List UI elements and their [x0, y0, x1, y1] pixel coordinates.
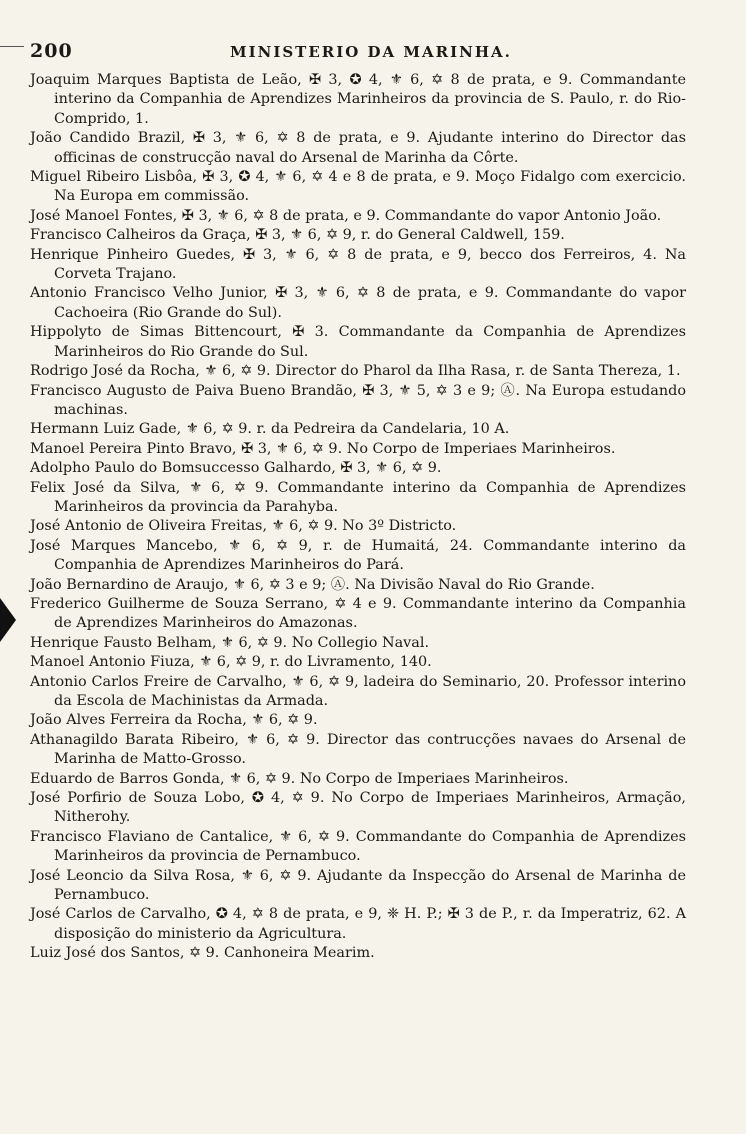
list-item: João Bernardino de Araujo, ⚜ 6, ✡ 3 e 9; Ⓐ. Na Divisão Naval do Rio Grande. [30, 576, 595, 593]
margin-mark [0, 46, 24, 47]
list-item: Francisco Calheiros da Graça, ✠ 3, ⚜ 6, ✡ 9, r. do General Caldwell, 159. [30, 227, 565, 244]
list-item: Manoel Antonio Fiuza, ⚜ 6, ✡ 9, r. do Livramento, 140. [30, 654, 432, 671]
page-header [30, 40, 690, 66]
page-number: 200 [30, 40, 73, 62]
list-item: Francisco Augusto de Paiva Bueno Brandão, ✠ 3, ⚜ 5, ✡ 3 e 9; Ⓐ. Na Europa estudando machinas. [30, 382, 686, 418]
list-item: Antonio Carlos Freire de Carvalho, ⚜ 6, ✡ 9, ladeira do Seminario, 20. Professor interino da Escola de Machinistas da Armada. [30, 673, 686, 709]
list-item: Miguel Ribeiro Lisbôa, ✠ 3, ✪ 4, ⚜ 6, ✡ 4 e 8 de prata, e 9. Moço Fidalgo com exercicio. Na Europa em commissão. [30, 169, 686, 205]
list-item: Adolpho Paulo do Bomsuccesso Galhardo, ✠ 3, ⚜ 6, ✡ 9. [30, 460, 442, 477]
list-item: Manoel Pereira Pinto Bravo, ✠ 3, ⚜ 6, ✡ 9. No Corpo de Imperiaes Marinheiros. [30, 440, 616, 457]
list-item: Rodrigo José da Rocha, ⚜ 6, ✡ 9. Director do Pharol da Ilha Rasa, r. de Santa Thereza, 1. [30, 363, 681, 380]
list-item: Antonio Francisco Velho Junior, ✠ 3, ⚜ 6, ✡ 8 de prata, e 9. Commandante do vapor Cachoeira (Rio Grande do Sul). [30, 285, 686, 321]
list-item: Hippolyto de Simas Bittencourt, ✠ 3. Commandante da Companhia de Aprendizes Marinheiros do Rio Grande do Sul. [30, 324, 686, 360]
list-item: Henrique Pinheiro Guedes, ✠ 3, ⚜ 6, ✡ 8 de prata, e 9, becco dos Ferreiros, 4. Na Corveta Trajano. [30, 246, 686, 283]
list-item: João Alves Ferreira da Rocha, ⚜ 6, ✡ 9. [30, 712, 318, 729]
entry-list [30, 71, 686, 964]
list-item: João Candido Brazil, ✠ 3, ⚜ 6, ✡ 8 de prata, e 9. Ajudante interino do Director das officinas de construcção naval do Arsenal de Marinha da Côrte. [30, 130, 686, 166]
list-item: Athanagildo Barata Ribeiro, ⚜ 6, ✡ 9. Director das contrucções navaes do Arsenal de Marinha de Matto-Grosso. [30, 731, 686, 768]
list-item: José Manoel Fontes, ✠ 3, ⚜ 6, ✡ 8 de prata, e 9. Commandante do vapor Antonio João. [30, 207, 662, 224]
list-item: José Leoncio da Silva Rosa, ⚜ 6, ✡ 9. Ajudante da Inspecção do Arsenal de Marinha de Pernambuco. [30, 867, 686, 904]
list-item: Henrique Fausto Belham, ⚜ 6, ✡ 9. No Collegio Naval. [30, 634, 430, 651]
list-item: Eduardo de Barros Gonda, ⚜ 6, ✡ 9. No Corpo de Imperiaes Marinheiros. [30, 770, 569, 787]
list-item: Luiz José dos Santos, ✡ 9. Canhoneira Mearim. [30, 945, 375, 962]
list-item: Frederico Guilherme de Souza Serrano, ✡ 4 e 9. Commandante interino da Companhia de Aprendizes Marinheiros do Amazonas. [30, 595, 686, 632]
margin-ink-blot [0, 598, 16, 642]
list-item: José Porfirio de Souza Lobo, ✪ 4, ✡ 9. No Corpo de Imperiaes Marinheiros, Armação, Nitherohy. [30, 790, 686, 826]
list-item: José Antonio de Oliveira Freitas, ⚜ 6, ✡ 9. No 3º Districto. [30, 518, 457, 535]
list-item: Francisco Flaviano de Cantalice, ⚜ 6, ✡ 9. Commandante do Companhia de Aprendizes Marinheiros da provincia de Pernambuco. [30, 828, 686, 865]
list-item: Felix José da Silva, ⚜ 6, ✡ 9. Commandante interino da Companhia de Aprendizes Marinheiros da provincia da Parahyba. [30, 479, 686, 515]
list-item: José Carlos de Carvalho, ✪ 4, ✡ 8 de prata, e 9, ❈ H. P.; ✠ 3 de P., r. da Imperatriz, 62. A disposição do ministerio da Agricultura. [30, 906, 686, 942]
list-item: José Marques Mancebo, ⚜ 6, ✡ 9, r. de Humaitá, 24. Commandante interino da Companhia de Aprendizes Marinheiros do Pará. [30, 537, 686, 574]
list-item: Joaquim Marques Baptista de Leão, ✠ 3, ✪ 4, ⚜ 6, ✡ 8 de prata, e 9. Commandante interino da Companhia de Aprendizes Marinheiros da provincia de S. Paulo, r. do Rio-Comprido, 1. [30, 72, 686, 127]
running-title: MINISTERIO DA MARINHA. [230, 43, 512, 61]
list-item: Hermann Luiz Gade, ⚜ 6, ✡ 9. r. da Pedreira da Candelaria, 10 A. [30, 421, 510, 438]
